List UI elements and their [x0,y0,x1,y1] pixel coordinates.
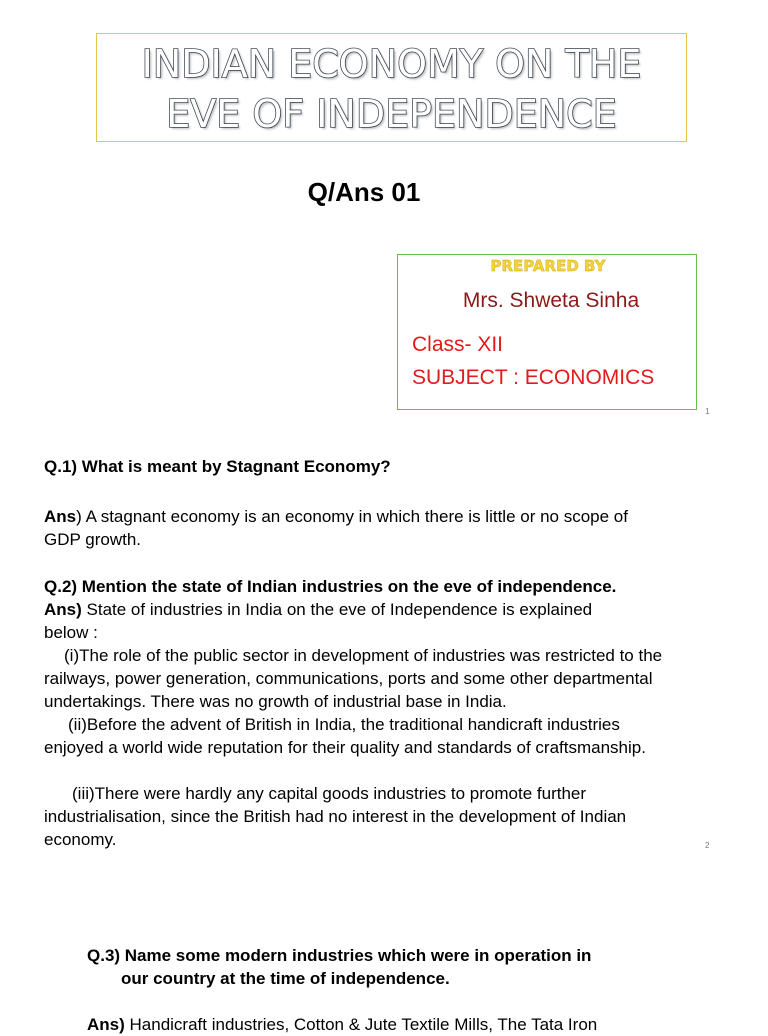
title-line-2: EVE OF INDEPENDENCE [166,92,617,136]
title-line-1: INDIAN ECONOMY ON THE [141,42,642,86]
question-3-line-2: our country at the time of independence. [121,969,450,988]
answer-2-point-1: (i)The role of the public sector in development of industries was restricted to the railways, power generation, communications, ports and some other departmental undertakings. There was no growth of industrial base in India. [44,646,663,711]
answer-3-text: Handicraft industries, Cotton & Jute Textile Mills, The Tata Iron [124,1015,598,1034]
answer-2-intro [44,598,619,644]
page-number-2: 2 [705,841,710,850]
question-3-cont [121,967,721,990]
question-2-text: Q.2) Mention the state of Indian industries on the eve of independence. [44,577,617,596]
title-box [96,33,687,142]
class-label: Class- XII [412,333,504,356]
question-1 [44,455,684,478]
question-3 [87,944,727,967]
question-1-text: Q.1) What is meant by Stagnant Economy? [44,457,391,476]
question-2 [44,575,684,598]
answer-1 [44,505,659,551]
answer-1-label: Ans [44,507,77,526]
answer-3 [87,1013,727,1036]
prepared-by-label: PREPARED BY [490,257,606,275]
answer-2-point-2: (ii)Before the advent of British in India, the traditional handicraft industries enjoyed a world wide reputation for their quality and standards of craftsmanship. [44,715,646,757]
answer-2-intro-text: State of industries in India on the eve of Independence is explained below : [44,600,593,642]
answer-3-label: Ans) [87,1015,125,1034]
subject-label: SUBJECT : ECONOMICS [412,366,655,389]
question-3-line-1: Q.3) Name some modern industries which were in operation in [87,946,592,965]
answer-2-label: Ans) [44,600,82,619]
subtitle: Q/Ans 01 [307,177,421,207]
page-number-1: 1 [705,407,710,416]
teacher-name: Mrs. Shweta Sinha [462,289,640,312]
answer-2-point-3: (iii)There were hardly any capital goods industries to promote further industrialisation, since the British had no interest in the development of Indian economy. [44,784,627,849]
prepared-by-box [397,254,697,410]
answer-1-text: ) A stagnant economy is an economy in which there is little or no scope of GDP growth. [44,507,628,549]
